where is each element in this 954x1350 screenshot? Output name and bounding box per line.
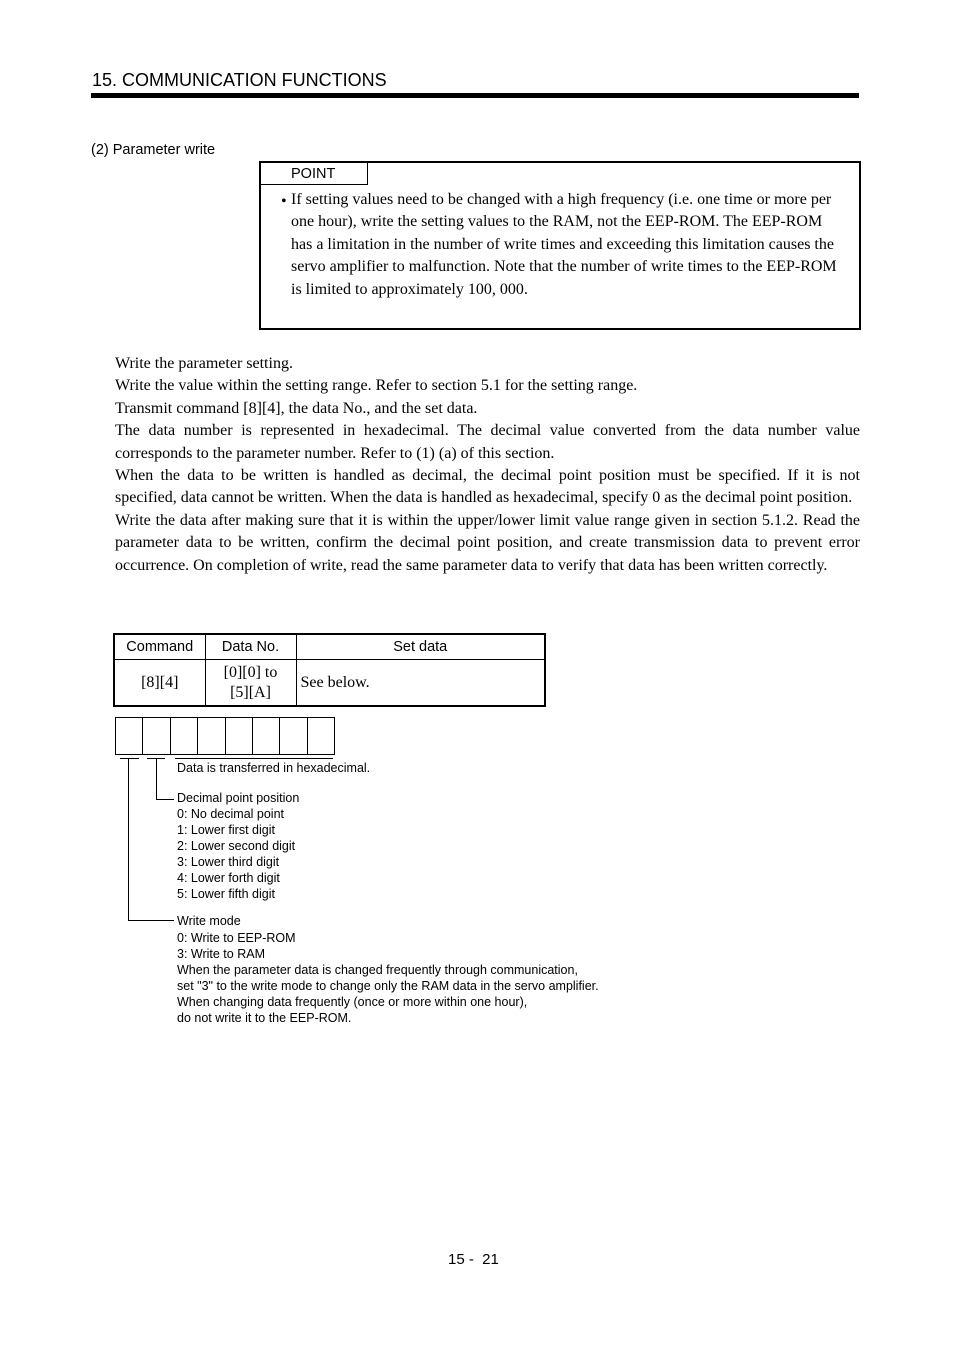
set-data-cell: See below. [296,660,545,707]
table-header-row [114,634,545,660]
write-mode-line: 3: Write to RAM [177,947,265,961]
table-header-command: Command [114,634,205,660]
decimal-option: 5: Lower fifth digit [177,887,275,901]
write-mode-bracket [120,758,139,759]
paragraph: Transmit command [8][4], the data No., and the set data. [115,399,478,417]
write-mode-line: set "3" to the write mode to change only the RAM data in the servo amplifier. [177,979,599,993]
write-mode-leader-vertical [128,758,129,921]
decimal-option: 0: No decimal point [177,807,285,821]
frame-cell [171,718,198,754]
decimal-option: 2: Lower second digit [177,839,296,853]
paragraph: The data number is represented in hexadecimal. The decimal value converted from the data number value corresponds to the parameter number. Refer to (1) (a) of this section. [115,422,860,462]
write-mode-line: 0: Write to EEP-ROM [177,931,296,945]
write-mode-line: When the parameter data is changed frequently through communication, [177,963,578,977]
paragraph: When the data to be written is handled as decimal, the decimal point position must be specified. If it is not specified, data cannot be written. When the data is handled as hexadecimal, specify 0 as the decimal point position. [115,467,860,507]
point-box [259,161,861,330]
data-no-line: [5][A] [230,683,271,701]
frame-cell [253,718,280,754]
frame-cell [116,718,143,754]
table-row [114,660,545,707]
section-label: (2) Parameter write [91,142,216,158]
chapter-title: 15. COMMUNICATION FUNCTIONS [92,70,387,90]
data-no-cell [205,660,296,707]
body-text [115,353,860,577]
point-bullet: • [281,193,287,210]
decimal-option: 1: Lower first digit [177,823,275,837]
frame-cell [198,718,225,754]
point-tab: POINT [261,163,368,185]
write-mode-leader-horizontal [128,920,174,921]
data-frame [115,717,335,755]
command-cell: [8][4] [114,660,205,707]
page-number: 15 - 21 [448,1251,499,1268]
write-mode-title: Write mode [177,914,241,928]
decimal-option: 3: Lower third digit [177,855,280,869]
decimal-option: 4: Lower forth digit [177,871,280,885]
table-header-set-data: Set data [296,634,545,660]
frame-cell [143,718,170,754]
command-table [113,633,546,707]
header-rule [91,93,859,98]
decimal-leader-vertical [156,758,157,800]
paragraph: Write the value within the setting range. Refer to section 5.1 for the setting range. [115,377,638,395]
write-mode-line: do not write it to the EEP-ROM. [177,1011,352,1025]
decimal-leader-horizontal [156,799,174,800]
paragraph: Write the data after making sure that it is within the upper/lower limit value range given in section 5.1.2. Read the parameter data to be written, confirm the decimal point position, and create transmission data to prevent error occurrence. On completion of write, read the same parameter data to verify that data has been written correctly. [115,511,860,574]
decimal-point-title: Decimal point position [177,791,300,805]
frame-cell [280,718,307,754]
table-header-data-no: Data No. [205,634,296,660]
hex-bracket [175,758,333,759]
write-mode-line: When changing data frequently (once or more within one hour), [177,995,528,1009]
frame-cell [226,718,253,754]
data-no-line: [0][0] to [223,663,278,681]
point-text: If setting values need to be changed with a high frequency (i.e. one time or more per one hour), write the setting values to the RAM, not the EEP-ROM. The EEP-ROM has a limitation in the number of write times and exceeding this limitation causes the servo amplifier to malfunction. Note that the number of write times to the EEP-ROM is limited to approximately 100, 000. [291,191,837,298]
hex-note: Data is transferred in hexadecimal. [177,761,371,775]
paragraph: Write the parameter setting. [115,355,293,372]
frame-cell [308,718,334,754]
